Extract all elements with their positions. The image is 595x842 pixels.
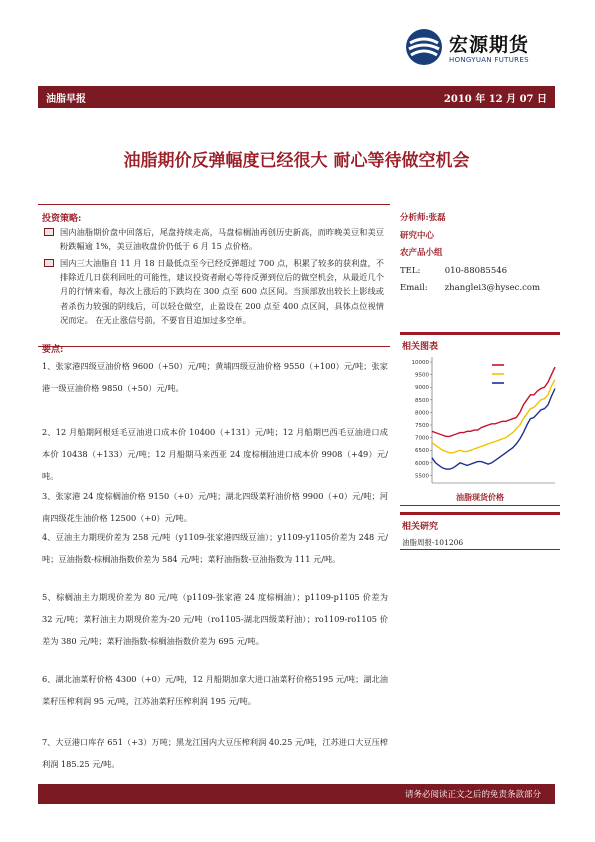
y-tick-label: 6000 <box>415 460 429 467</box>
analyst-email-row <box>400 280 560 298</box>
brand-logo <box>405 28 575 70</box>
series-line-2 <box>432 389 555 470</box>
y-tick-label: 10000 <box>411 360 429 367</box>
y-tick-label: 8000 <box>415 410 429 417</box>
related-heading: 相关研究 <box>402 522 439 532</box>
bullet-box-icon <box>44 259 54 267</box>
report-date: 2010 年 12 月 07 日 <box>443 94 547 105</box>
y-tick-label: 9500 <box>415 372 429 379</box>
email-label: Email: <box>400 283 428 293</box>
y-tick-label: 7000 <box>415 435 429 442</box>
strategy-bullet-text: 国内三大油脂自 11 月 18 日最低点至今已经反弹超过 700 点，积累了较多的获利盘，不排除近几日获利回吐的可能性，建议投资者耐心等待反弹到位后的做空机会，从最近几个月的行情来看，每次上涨后的下跌均在 300 点至 600 点区间。当顶部放出较长上影线或者杀伤力较强的阴线后，可以轻仓做空，止盈设在 200 点至 400 点区间，具体点位视情况而定。 在无止涨信号前，不要盲目追加过多空单。 <box>60 258 384 325</box>
strategy-bullet-text: 国内油脂期价盘中回落后，尾盘持续走高，马盘棕榈油再创历史新高，而昨晚美豆和美豆粉跌幅逾 1%，美豆油收盘价仍低于 6 月 15 点价格。 <box>60 227 384 252</box>
chart-caption: 油脂现货价格 <box>456 492 504 502</box>
strategy-section <box>38 204 390 347</box>
key-point: 7、大豆港口库存 651（+3）万吨；黑龙江国内大豆压榨利润 40.25 元/吨，江苏进口大豆压榨利润 185.25 元/吨。 <box>42 737 388 769</box>
series-line-1 <box>432 380 555 453</box>
key-point: 4、豆油主力期现价差为 258 元/吨（y1109-张家港四级豆油）；y1109-y1105价差为 248 元/吨；豆油指数-棕榈油指数价差为 584 元/吨；菜籽油指数-豆油指数为 111 元/吨。 <box>42 532 388 564</box>
y-tick-label: 9000 <box>415 385 429 392</box>
price-chart <box>400 335 560 509</box>
key-point: 2、12 月船期阿根廷毛豆油进口成本价 10400（+131）元/吨；12 月船期巴西毛豆油进口成本价 10438（+133）元/吨；12 月船期马来西亚 24 度棕榈油进口成本价 9908（+49）元/吨。 <box>42 427 388 481</box>
header-band <box>38 86 555 108</box>
analyst-group: 农产品小组 <box>400 248 443 258</box>
y-tick-label: 7500 <box>415 423 429 430</box>
key-point: 6、湖北油菜籽价格 4300（+0）元/吨，12 月船期加拿大进口油菜籽价格5195 元/吨；湖北油菜籽压榨利润 95 元/吨，江苏油菜籽压榨利润 195 元/吨。 <box>42 674 388 706</box>
analyst-tel-row <box>400 263 560 281</box>
brand-name-en: HONGYUAN FUTURES <box>449 56 529 64</box>
tel-label: TEL: <box>400 265 421 276</box>
disclaimer-note: 请务必阅读正文之后的免责条款部分 <box>404 790 541 800</box>
y-tick-label: 8500 <box>415 397 429 404</box>
key-points-heading: 要点: <box>42 345 64 355</box>
strategy-bullet <box>44 225 384 253</box>
analyst-dept: 研究中心 <box>400 230 435 241</box>
related-research <box>400 512 560 550</box>
chart-heading: 相关图表 <box>402 342 439 352</box>
tel-value: 010-88085546 <box>444 265 508 276</box>
analyst-info <box>400 210 560 298</box>
footer-band <box>38 784 555 804</box>
brand-name-cn: 宏源期货 <box>449 34 530 56</box>
related-item[interactable]: 油脂周报-101206 <box>402 538 464 547</box>
y-tick-label: 6500 <box>415 448 429 455</box>
key-point: 5、棕榈油主力期现价差为 80 元/吨（p1109-张家港 24 度棕榈油）；p1109-p1105 价差为 32 元/吨；菜籽油主力期现价差为-20 元/吨（ro1105-湖北四级菜籽油）；ro1109-ro1105 价差为 380 元/吨；菜籽油指数-棕榈油指数价差为 695 元/吨。 <box>42 592 388 646</box>
series-line-0 <box>432 367 555 436</box>
bullet-box-icon <box>44 228 54 236</box>
email-link[interactable]: zhanglei3@hysec.com <box>444 283 541 293</box>
report-category: 油脂早报 <box>46 94 86 105</box>
strategy-bullet <box>44 256 384 327</box>
report-title: 油脂期价反弹幅度已经很大 耐心等待做空机会 <box>123 151 470 171</box>
y-tick-label: 5500 <box>415 473 429 480</box>
logo-emblem-icon <box>405 28 443 66</box>
strategy-heading: 投资策略: <box>42 214 82 224</box>
analyst-name: 分析师:张磊 <box>400 213 446 223</box>
key-point: 3、张家港 24 度棕榈油价格 9150（+0）元/吨；湖北四级菜籽油价格 9900（+0）元/吨；河南四级花生油价格 12500（+0）元/吨。 <box>42 491 388 523</box>
chart-section <box>400 332 560 506</box>
key-point: 1、张家港四级豆油价格 9600（+50）元/吨；黄埔四级豆油价格 9550（+100）元/吨；张家港一级豆油价格 9850（+50）元/吨。 <box>42 361 388 393</box>
